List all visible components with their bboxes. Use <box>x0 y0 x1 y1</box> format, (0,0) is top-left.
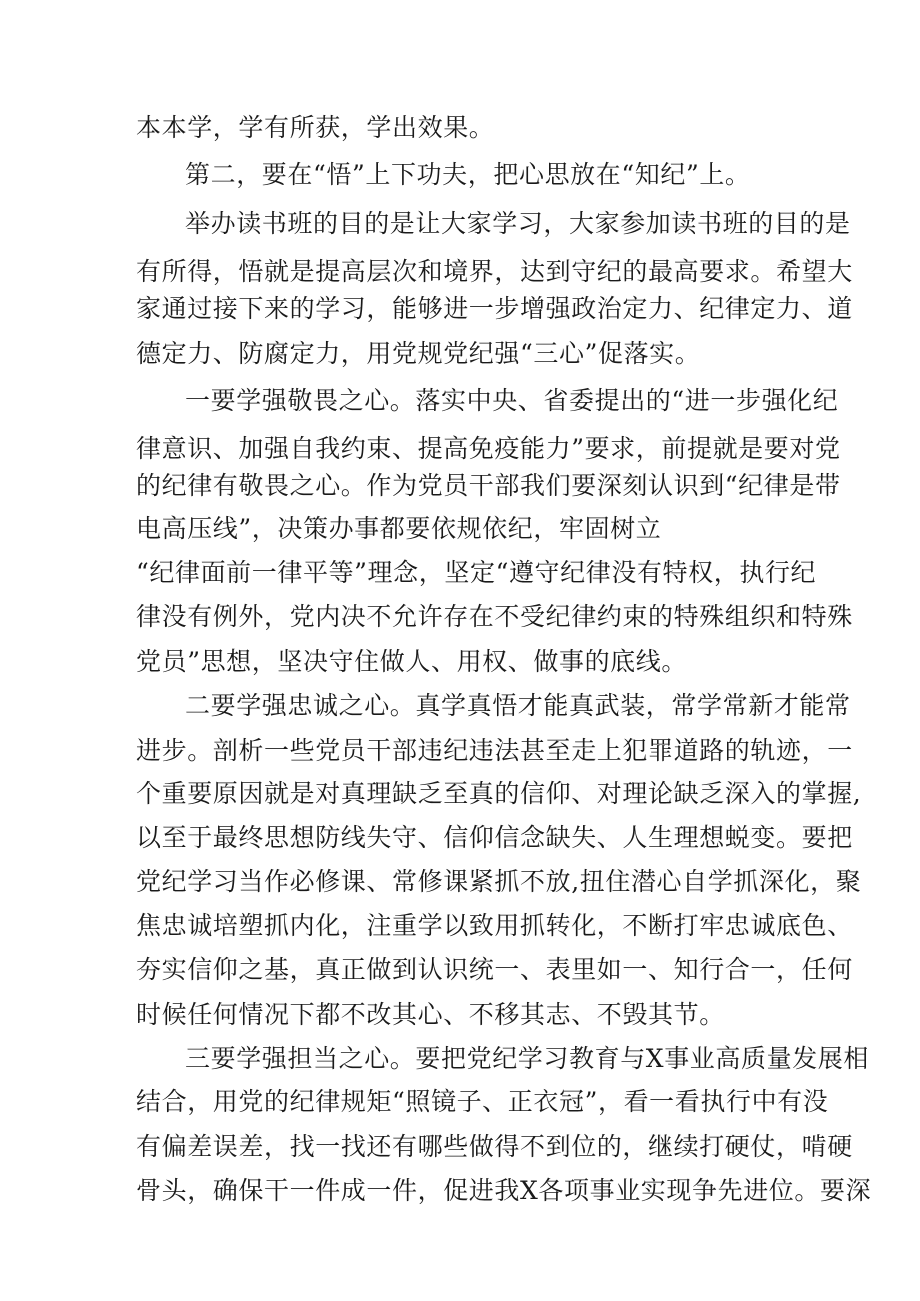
text-line: 德定力、防腐定力，用党规党纪强“三心”促落实。 <box>136 339 701 368</box>
text-line: “纪律面前一律平等”理念，坚定“遵守纪律没有特权，执行纪 <box>136 558 817 587</box>
text-line: 三要学强担当之心。要把党纪学习教育与X事业高质量发展相 <box>185 1044 869 1073</box>
text-line: 进步。剖析一些党员干部违纪违法甚至走上犯罪道路的轨迹，一 <box>136 736 853 765</box>
text-line: 焦忠诚培塑抓内化，注重学以致用抓转化，不断打牢忠诚底色、 <box>136 911 853 940</box>
text-line: 有偏差误差，找一找还有哪些做得不到位的，继续打硬仗，啃硬 <box>136 1132 853 1161</box>
text-line: 党纪学习当作必修课、常修课紧抓不放,扭住潜心自学抓深化，聚 <box>136 867 862 896</box>
text-line: 电高压线”，决策办事都要依规依纪，牢固树立 <box>136 514 662 543</box>
text-line: 的纪律有敬畏之心。作为党员干部我们要深刻认识到“纪律是带 <box>136 471 841 500</box>
section-heading: 第二，要在“悟”上下功夫，把心思放在“知纪”上。 <box>185 160 751 189</box>
text-line: 骨头，确保干一件成一件，促进我X各项事业实现争先进位。要深 <box>136 1176 872 1205</box>
text-line: 家通过接下来的学习，能够进一步增强政治定力、纪律定力、道 <box>136 294 853 323</box>
text-line: 时候任何情况下都不改其心、不移其志、不毁其节。 <box>136 1000 725 1029</box>
text-line: 夯实信仰之基，真正做到认识统一、表里如一、知行合一，任何 <box>136 955 853 984</box>
text-line: 举办读书班的目的是让大家学习，大家参加读书班的目的是 <box>185 209 851 238</box>
text-line: 有所得，悟就是提高层次和境界，达到守纪的最高要求。希望大 <box>136 257 853 286</box>
text-line: 结合，用党的纪律规矩“照镜子、正衣冠”，看一看执行中有没 <box>136 1087 829 1116</box>
text-line: 以至于最终思想防线失守、信仰信念缺失、人生理想蜕变。要把 <box>136 823 853 852</box>
text-line: 一要学强敬畏之心。落实中央、省委提出的“进一步强化纪 <box>185 386 839 415</box>
text-line: 律意识、加强自我约束、提高免疫能力”要求，前提就是要对党 <box>136 434 841 463</box>
text-line: 本本学，学有所获，学出效果。 <box>136 113 495 142</box>
text-line: 律没有例外，党内决不允许存在不受纪律约束的特殊组织和特殊 <box>136 602 853 631</box>
text-line: 二要学强忠诚之心。真学真悟才能真武装，常学常新才能常 <box>185 691 851 720</box>
text-line: 党员”思想，坚决守住做人、用权、做事的底线。 <box>136 647 687 676</box>
text-line: 个重要原因就是对真理缺乏至真的信仰、对理论缺乏深入的掌握, <box>136 779 862 808</box>
